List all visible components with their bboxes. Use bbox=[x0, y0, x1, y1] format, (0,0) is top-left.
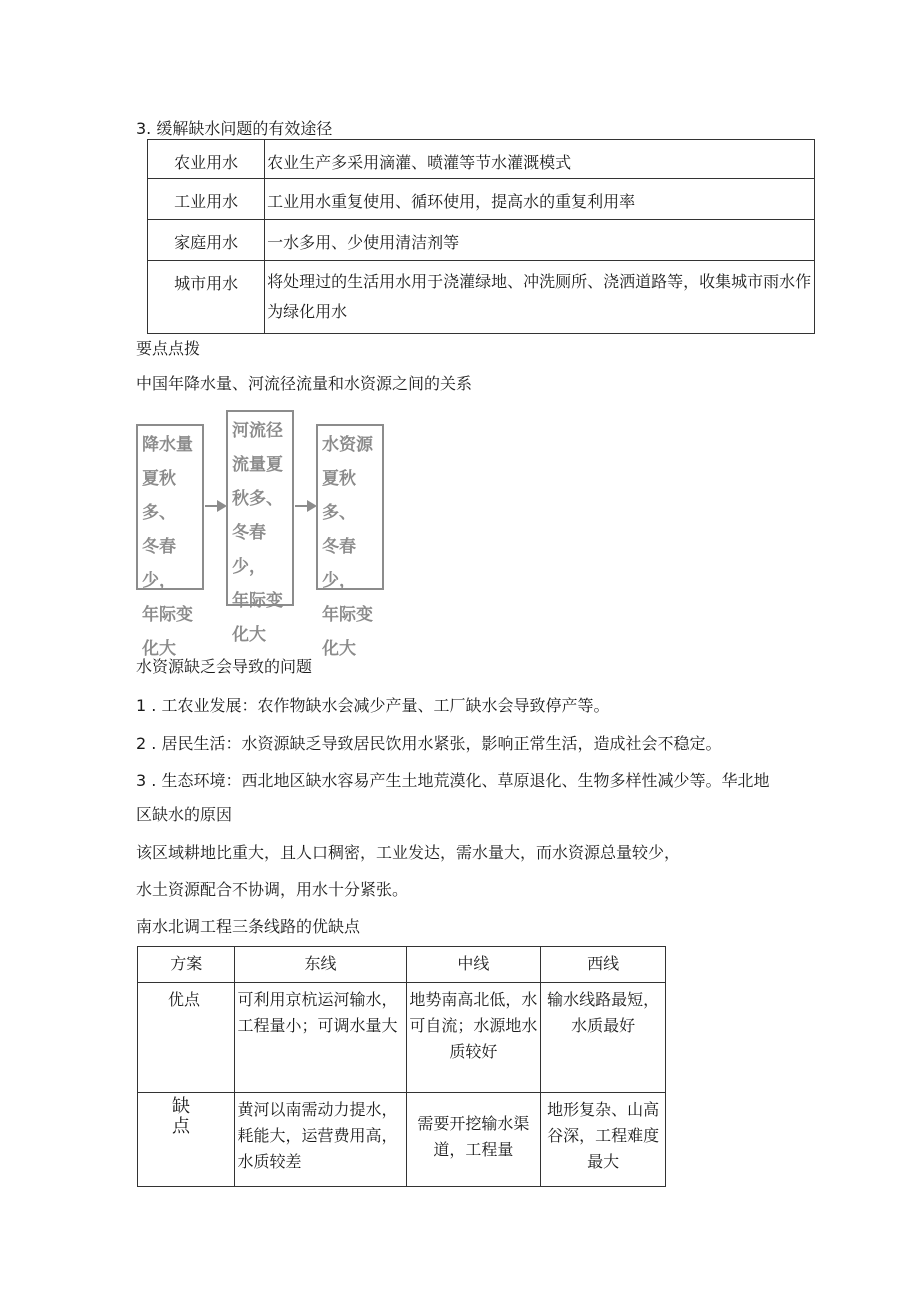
header-cell: 西线 bbox=[541, 947, 666, 983]
table-cell: 需要开挖输水渠道，工程量 bbox=[406, 1093, 541, 1187]
arrow-right-icon bbox=[205, 505, 225, 507]
table-cell: 输水线路最短，水质最好 bbox=[541, 983, 666, 1093]
table-row bbox=[148, 140, 815, 179]
table-cell: 黄河以南需动力提水，耗能大，运营费用高，水质较差 bbox=[235, 1093, 406, 1187]
section-title-3: 3. 缓解缺水问题的有效途径 bbox=[136, 119, 333, 138]
table-cell: 地形复杂、山高谷深，工程难度最大 bbox=[541, 1093, 666, 1187]
table-row bbox=[138, 983, 666, 1093]
arrow-right-icon bbox=[295, 505, 315, 507]
table-cell: 可利用京杭运河输水，工程量小；可调水量大 bbox=[235, 983, 406, 1093]
problem-2: 2 . 居民生活：水资源缺乏导致居民饮用水紧张，影响正常生活，造成社会不稳定。 bbox=[136, 734, 722, 753]
key-points-heading: 要点点拨 bbox=[136, 339, 201, 358]
measure-key: 农业用水 bbox=[148, 140, 265, 179]
diagram-box-precipitation: 降水量 夏秋多、 冬春少， 年际变 化大 bbox=[136, 424, 204, 590]
measure-value: 一水多用、少使用清洁剂等 bbox=[265, 220, 815, 261]
diagram-box-water-resources: 水资源 夏秋多、 冬春少， 年际变 化大 bbox=[316, 424, 384, 590]
measure-key: 工业用水 bbox=[148, 179, 265, 220]
measure-key: 家庭用水 bbox=[148, 220, 265, 261]
table-row bbox=[148, 261, 815, 334]
reason-1: 该区域耕地比重大，且人口稠密，工业发达，需水量大，而水资源总量较少， bbox=[136, 843, 681, 862]
south-north-title: 南水北调工程三条线路的优缺点 bbox=[136, 917, 361, 936]
table-row bbox=[148, 179, 815, 220]
header-cell: 东线 bbox=[235, 947, 406, 983]
table-row bbox=[148, 220, 815, 261]
measure-value: 将处理过的生活用水用于浇灌绿地、冲洗厕所、浇洒道路等，收集城市雨水作为绿化用水 bbox=[265, 261, 815, 334]
problem-3: 3 . 生态环境：西北地区缺水容易产生土地荒漠化、草原退化、生物多样性减少等。华北地 bbox=[136, 771, 770, 790]
row-label: 优点 bbox=[138, 983, 235, 1093]
row-label-text: 缺点 bbox=[172, 1096, 190, 1137]
south-north-table bbox=[137, 946, 666, 1187]
measure-value: 农业生产多采用滴灌、喷灌等节水灌溉模式 bbox=[265, 140, 815, 179]
header-cell: 方案 bbox=[138, 947, 235, 983]
measure-key: 城市用水 bbox=[148, 261, 265, 334]
reason-2: 水土资源配合不协调，用水十分紧张。 bbox=[136, 880, 409, 899]
table-row bbox=[138, 1093, 666, 1187]
measures-table bbox=[147, 139, 815, 334]
table-cell: 地势南高北低，水可自流；水源地水质较好 bbox=[406, 983, 541, 1093]
problem-3-cont: 区缺水的原因 bbox=[136, 805, 233, 824]
problem-1: 1 . 工农业发展：农作物缺水会减少产量、工厂缺水会导致停产等。 bbox=[136, 696, 610, 715]
table-row bbox=[138, 947, 666, 983]
measure-value: 工业用水重复使用、循环使用，提高水的重复利用率 bbox=[265, 179, 815, 220]
diagram-box-runoff: 河流径 流量夏 秋多、 冬春少， 年际变 化大 bbox=[226, 410, 294, 606]
row-label bbox=[138, 1093, 235, 1187]
problems-title: 水资源缺乏会导致的问题 bbox=[136, 657, 313, 676]
header-cell: 中线 bbox=[406, 947, 541, 983]
relation-title: 中国年降水量、河流径流量和水资源之间的关系 bbox=[136, 374, 473, 393]
